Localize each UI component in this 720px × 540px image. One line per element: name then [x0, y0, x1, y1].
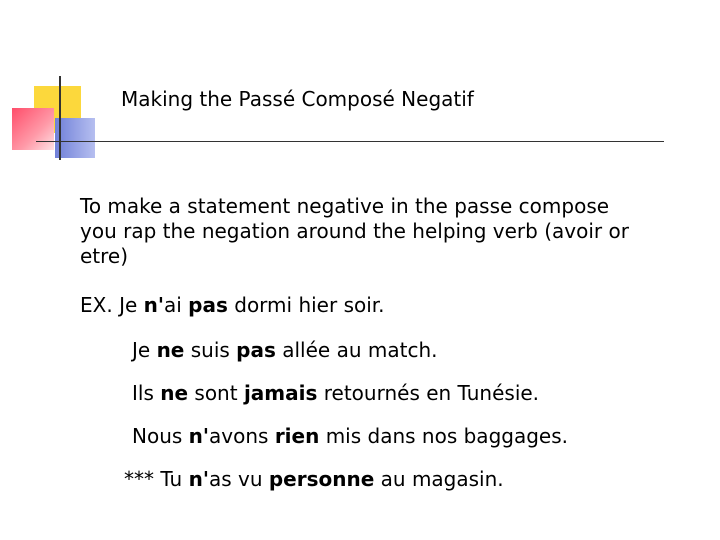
negation-word: pas — [188, 293, 228, 317]
negation-word: ne — [160, 381, 189, 405]
decorative-vertical-line — [59, 76, 61, 160]
intro-paragraph: To make a statement negative in the passe compose you rap the negation around the helping verb (avoir or etre) — [80, 194, 629, 268]
decorative-blue-square — [55, 118, 95, 158]
negation-word: rien — [274, 424, 320, 448]
example-line-4: Nous n'avons rien mis dans nos baggages. — [132, 424, 568, 448]
example-prefix: EX. — [80, 293, 120, 317]
slide-title: Making the Passé Composé Negatif — [121, 87, 474, 111]
decorative-red-square — [12, 108, 54, 150]
example-line-5: *** Tu n'as vu personne au magasin. — [124, 467, 504, 491]
negation-word: jamais — [243, 381, 318, 405]
negation-word: personne — [268, 467, 375, 491]
negation-word: n' — [188, 467, 209, 491]
example-line-1: EX. Je n'ai pas dormi hier soir. — [80, 293, 385, 317]
negation-word: pas — [236, 338, 276, 362]
example-prefix: *** — [124, 467, 161, 491]
example-line-2: Je ne suis pas allée au match. — [132, 338, 438, 362]
negation-word: n' — [143, 293, 164, 317]
negation-word: ne — [156, 338, 185, 362]
example-line-3: Ils ne sont jamais retournés en Tunésie. — [132, 381, 540, 405]
title-underline-divider — [36, 141, 664, 142]
negation-word: n' — [188, 424, 210, 448]
